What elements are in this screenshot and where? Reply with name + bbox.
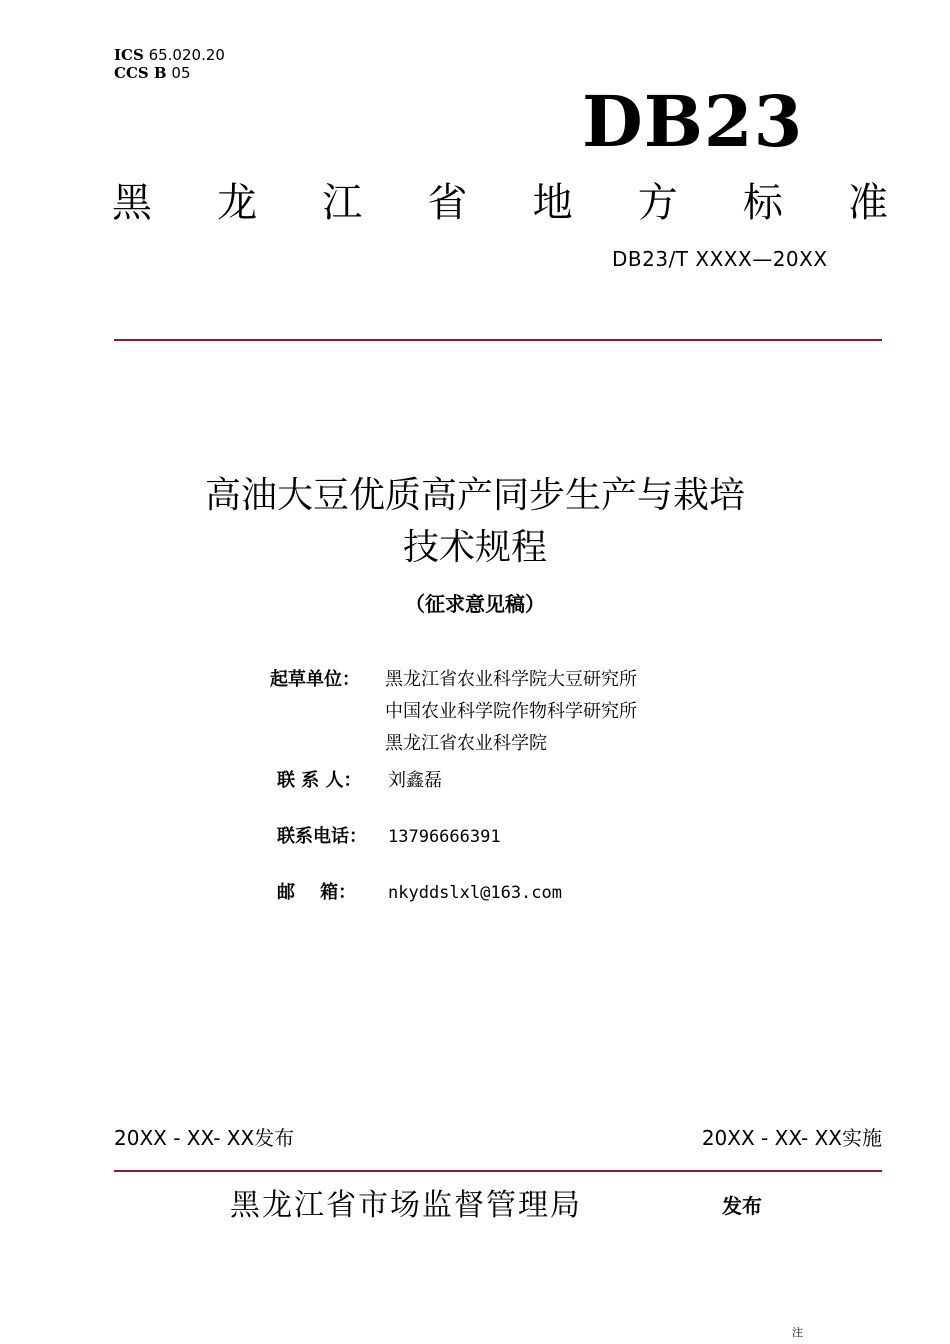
- phone-value: 13796666391: [388, 827, 501, 847]
- ccs-value: 05: [171, 64, 191, 82]
- title-line-1: 高油大豆优质高产同步生产与栽培: [204, 475, 745, 516]
- phone-label: 联系电话：: [277, 826, 367, 847]
- standard-type-title: [112, 178, 888, 228]
- email-value: nkyddslxl@163.com: [388, 883, 562, 903]
- draft-note: （征求意见稿）: [405, 592, 545, 616]
- email-label: 邮 箱：: [277, 882, 357, 903]
- issue-word: 发布: [722, 1194, 762, 1218]
- classification-codes: [114, 46, 225, 82]
- contact-value: 刘鑫磊: [388, 770, 442, 791]
- drafting-unit: 中国农业科学院作物科学研究所: [385, 701, 637, 722]
- implement-date: 20XX - XX- XX实施: [701, 1126, 882, 1150]
- db-code-logo: DB23: [582, 80, 804, 163]
- document-title: [0, 470, 950, 574]
- standard-type-char: 标: [742, 180, 783, 226]
- ics-line: [114, 46, 225, 64]
- standard-type-char: 准: [847, 180, 888, 226]
- drafting-unit: 黑龙江省农业科学院: [385, 733, 547, 754]
- standard-type-char: 江: [322, 180, 363, 226]
- standard-type-char: 地: [532, 180, 573, 226]
- page-note: 注: [792, 1326, 803, 1339]
- drafting-unit: 黑龙江省农业科学院大豆研究所: [385, 669, 637, 690]
- drafting-units-label: 起草单位：: [270, 669, 360, 690]
- ccs-label: CCS B: [114, 64, 167, 82]
- title-line-2: 技术规程: [402, 527, 547, 568]
- ics-label: ICS: [114, 46, 144, 64]
- ics-value: 65.020.20: [148, 46, 225, 64]
- standard-type-char: 黑: [112, 180, 152, 226]
- bottom-divider: [114, 1170, 882, 1172]
- standard-number: DB23/T XXXX—20XX: [612, 247, 828, 271]
- standard-type-char: 省: [427, 180, 468, 226]
- ccs-line: [114, 64, 225, 82]
- publish-date: 20XX - XX- XX发布: [114, 1126, 295, 1150]
- issuing-authority: 黑龙江省市场监督管理局: [230, 1188, 582, 1223]
- top-divider: [114, 339, 882, 341]
- drafting-units-list: [385, 664, 637, 760]
- contact-label: 联 系 人：: [277, 770, 362, 791]
- standard-type-char: 方: [637, 180, 678, 226]
- standard-type-char: 龙: [217, 180, 258, 226]
